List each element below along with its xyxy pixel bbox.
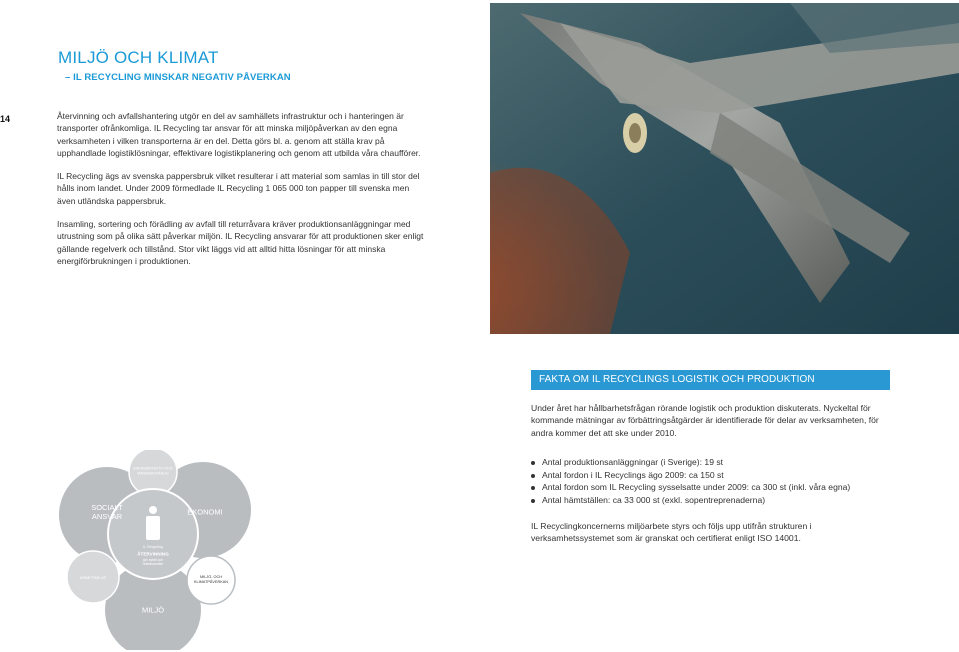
facts-intro: Under året har hållbarhetsfrågan rörande logistik och produktion diskuterats. Nyckeltal för kommande mätningar av förbättringsåtgärder är identifierade för delar av verksamheten, för andra kommer det att ske under 2010. [531, 403, 879, 438]
small-left-label: ARBETSMILJÖ [79, 576, 107, 580]
small-right-label: MILJÖ- OCH KLIMATPÅVERKAN [193, 575, 229, 584]
body-paragraph: Insamling, sortering och förädling av avfall till returråvara kräver produktionsanläggningar med utrustning som på olika sätt påverkar miljön. IL Recycling ansvarar för att produktionen sker enligt gällande regelverk och tillstånd. Stor vikt läggs vid att alltid hitta lösningar för att minska energiförbrukningen i produktionen. [57, 219, 424, 266]
facts-outro: IL Recyclingkoncernerns miljöarbete styrs och följs upp utifrån strukturen i verksamhetssystemet som är granskat och certifierat enligt ISO 14001. [531, 521, 812, 544]
page-number: 14 [0, 114, 11, 124]
diagram-circles [55, 450, 275, 650]
body-text [57, 110, 427, 278]
small-top-label: ENERGIEFFEKTIV OCH MÄNNISKOVÄNLIG [133, 466, 173, 475]
sustainability-diagram [55, 450, 275, 650]
center-brand: IL Recycling [143, 545, 163, 549]
page-title: MILJÖ OCH KLIMAT [58, 48, 219, 67]
scissors-illustration [490, 3, 959, 334]
list-item: Antal fordon i IL Recyclings ägo 2009: ca 150 st [531, 469, 901, 482]
list-item: Antal hämtställen: ca 33 000 st (exkl. sopentreprenaderna) [531, 494, 901, 507]
facts-heading: FAKTA OM IL RECYCLINGS LOGISTIK OCH PRODUKTION [531, 370, 890, 390]
social-label: SOCIALT ANSVAR [91, 503, 123, 521]
body-paragraph: IL Recycling ägs av svenska pappersbruk vilket resulterar i att material som samlas in till stor del hålls inom landet. Under 2009 förmedlade IL Recycling 1 065 000 ton papper till svenska men även utländska pappersbruk. [57, 171, 420, 206]
page-subtitle: – IL RECYCLING MINSKAR NEGATIV PÅVERKAN [65, 72, 291, 83]
body-paragraph: Återvinning och avfallshantering utgör en del av samhällets infrastruktur och i hanteringen är transporter ofrånkomliga. IL Recycling tar ansvar för att minska miljöpåverkan av den egna verksamheten i vilken transporterna är en del. Detta görs bl. a. genom att ställa krav på upphandlade logistiklösningar, effektivare logistikplanering och genom att utbilda våra chaufförer. [57, 111, 421, 158]
facts-list [531, 456, 901, 506]
list-item: Antal produktionsanläggningar (i Sverige): 19 st [531, 456, 901, 469]
economy-label: EKONOMI [187, 507, 223, 517]
environment-label: MILJÖ [141, 605, 165, 615]
center-title: ÅTERVINNING [137, 551, 169, 557]
list-item: Antal fordon som IL Recycling sysselsatte under 2009: ca 300 st (inkl. våra egna) [531, 481, 901, 494]
center-subtitle: gör avfall och restråvarufiler [142, 557, 164, 566]
scissors-photo [490, 3, 959, 334]
center-icon [146, 516, 160, 540]
